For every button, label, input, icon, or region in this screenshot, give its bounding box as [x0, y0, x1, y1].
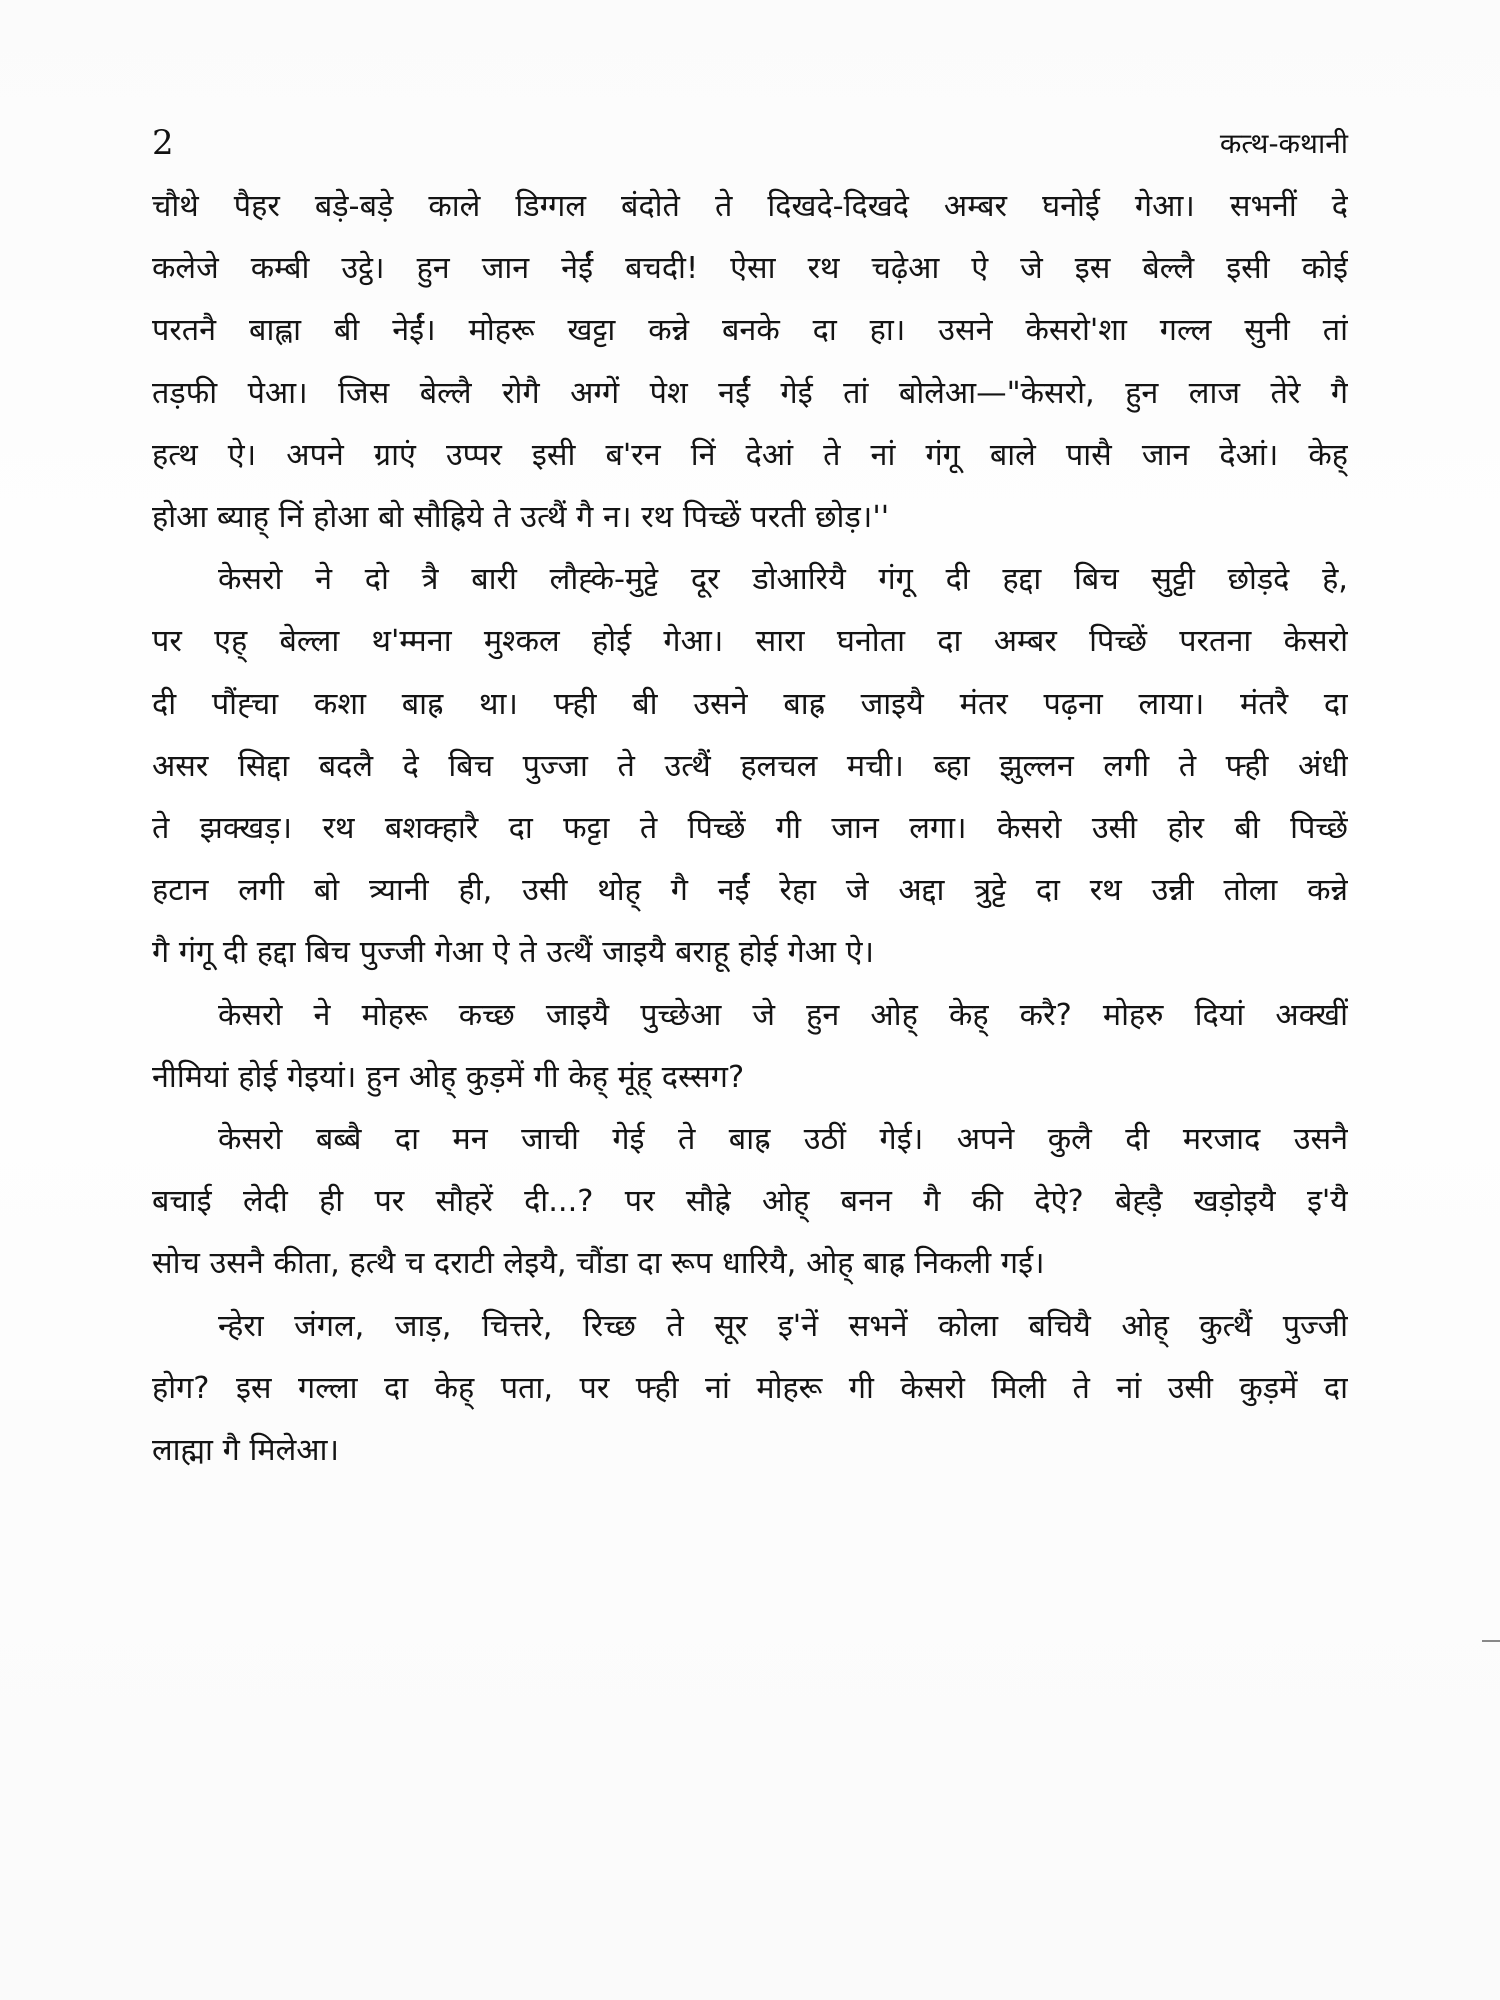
running-title: कत्थ-कथानी	[1219, 127, 1348, 160]
text-line: नीमियां होई गेइयां। हुन ओह् कुड़में गी केह् मूंह् दस्सग?	[152, 1059, 745, 1095]
text-line: बचाई लेदी ही पर सौहरें दी...? पर सौह्रे ओह् बनन गै की देऐ? बेह्ड़ै खड़ोइयै इ'यै	[152, 1184, 1348, 1220]
paragraph-2	[152, 549, 1348, 984]
text-line: कलेजे कम्बी उट्ठे। हुन जान नेईं बचदी! ऐसा रथ चढ़ेआ ऐ जे इस बेल्लै इसी कोई	[152, 251, 1348, 287]
text-line: तड़फी पेआ। जिस बेल्लै रोगै अग्गें पेश नईं गेई तां बोलेआ—"केसरो, हुन लाज तेरे गै	[152, 375, 1348, 411]
margin-tick	[1482, 1640, 1500, 1642]
text-line: होग? इस गल्ला दा केह् पता, पर फ्ही नां मोहरू गी केसरो मिली ते नां उसी कुड़में दा	[152, 1370, 1348, 1406]
text-line: दी पौंह्चा कशा बाह्र था। फ्ही बी उसने बाह्र जाइयै मंतर पढ़ना लाया। मंतरै दा	[152, 686, 1348, 722]
text-line: केसरो बब्बै दा मन जाची गेई ते बाह्र उठीं गेई। अपने कुलै दी मरजाद उसनै	[218, 1122, 1348, 1158]
text-line: केसरो ने मोहरू कच्छ जाइयै पुच्छेआ जे हुन ओह् केह् करै? मोहरु दियां अक्खीं	[218, 997, 1348, 1033]
page-number: 2	[152, 123, 174, 163]
text-line: हत्थ ऐ। अपने ग्राएं उप्पर इसी ब'रन निं देआं ते नां गंगू बाले पासै जान देआं। केह्	[152, 437, 1348, 473]
paragraph-3	[152, 985, 1348, 1109]
text-line: ते झक्खड़। रथ बशक्हारै दा फट्टा ते पिच्छें गी जान लगा। केसरो उसी होर बी पिच्छें	[152, 811, 1348, 847]
text-line: होआ ब्याह् निं होआ बो सौह्रिये ते उत्थैं गै न। रथ पिच्छें परती छोड़।''	[152, 500, 890, 536]
text-line: परतनै बाह्ला बी नेईं। मोहरू खट्टा कन्ने बनके दा हा। उसने केसरो'शा गल्ल सुनी तां	[152, 313, 1348, 349]
paragraph-5	[152, 1296, 1348, 1483]
paragraph-4	[152, 1109, 1348, 1296]
page-header	[152, 118, 1348, 168]
text-line: असर सिद्दा बदलै दे बिच पुज्जा ते उत्थैं हलचल मची। ब्हा झुल्लन लगी ते फ्ही अंधी	[152, 748, 1348, 784]
text-line: हटान लगी बो त्र्यानी ही, उसी थोह् गै नईं रेहा जे अद्दा त्रुट्टे दा रथ उन्नी तोला कन्ने	[152, 873, 1348, 909]
text-line: पर एह् बेल्ला थ'म्मना मुश्कल होई गेआ। सारा घनोता दा अम्बर पिच्छें परतना केसरो	[152, 624, 1348, 660]
text-line: चौथे पैहर बड़े-बड़े काले डिग्गल बंदोते ते दिखदे-दिखदे अम्बर घनोई गेआ। सभनीं दे	[152, 189, 1348, 224]
paragraph-1	[152, 176, 1348, 549]
text-line: केसरो ने दो त्रै बारी लौह्के-मुट्टे दूर डोआरियै गंगू दी हद्दा बिच सुट्टी छोड़दे हे,	[218, 562, 1348, 598]
text-line: न्हेरा जंगल, जाड़, चित्तरे, रिच्छ ते सूर इ'नें सभनें कोला बचियै ओह् कुत्थैं पुज्जी	[218, 1308, 1348, 1344]
body-text	[152, 176, 1348, 1482]
text-line: लाह्मा गै मिलेआ।	[152, 1433, 340, 1469]
text-line: सोच उसनै कीता, हत्थै च दराटी लेइयै, चौंडा दा रूप धारियै, ओह् बाह्र निकली गई।	[152, 1246, 1045, 1282]
text-line: गै गंगू दी हद्दा बिच पुज्जी गेआ ऐ ते उत्थैं जाइयै बराहू होई गेआ ऐ।	[152, 935, 875, 971]
